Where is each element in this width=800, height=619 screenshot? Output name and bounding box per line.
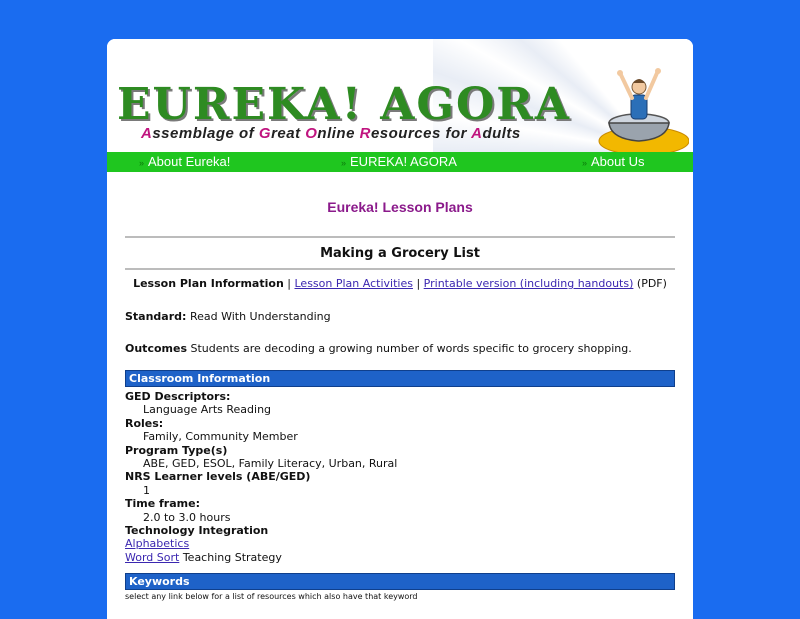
ged-descriptors-value: Language Arts Reading — [143, 403, 272, 417]
keywords-note: select any link below for a list of resources which also have that keyword — [125, 592, 418, 602]
technology-integration-label: Technology Integration — [125, 524, 269, 538]
standard-row — [125, 310, 675, 323]
subtitle-initial-a2: A — [471, 125, 483, 142]
nrs-levels-value: 1 — [143, 483, 150, 497]
subtitle-initial-r: R — [359, 125, 371, 142]
time-frame-value: 2.0 to 3.0 hours — [143, 510, 231, 524]
subtitle-initial-a: A — [141, 125, 153, 142]
site-banner — [107, 39, 693, 152]
lesson-title: Making a Grocery List — [320, 246, 480, 261]
nav-label: About Us — [591, 154, 645, 169]
outcomes-label: Outcomes — [125, 342, 187, 355]
nav-arrow-icon: » — [341, 158, 347, 168]
nav-about-us[interactable] — [582, 154, 645, 169]
subtitle-initial-g: G — [258, 125, 272, 142]
tab-lesson-plan-information: Lesson Plan Information — [133, 277, 284, 290]
alphabetics-link[interactable]: Alphabetics — [125, 537, 190, 551]
nav-eureka-agora[interactable] — [341, 154, 457, 169]
subtitle-initial-o: O — [305, 125, 318, 142]
standard-value: Read With Understanding — [189, 310, 331, 323]
divider — [125, 236, 675, 238]
outcomes-value: Students are decoding a growing number of words specific to grocery shopping. — [190, 342, 632, 355]
page-heading: Eureka! Lesson Plans — [327, 199, 473, 215]
nav-label: About Eureka! — [148, 154, 231, 169]
page-container — [107, 39, 693, 619]
pdf-note: (PDF) — [636, 277, 667, 290]
nav-arrow-icon: » — [139, 158, 145, 168]
subtitle-text: reat — [271, 125, 306, 142]
outcomes-row — [125, 342, 675, 355]
nav-label: EUREKA! AGORA — [350, 154, 457, 169]
tab-lesson-plan-activities[interactable]: Lesson Plan Activities — [294, 277, 413, 290]
keywords-header: Keywords — [125, 573, 675, 590]
nav-arrow-icon: » — [582, 158, 588, 168]
main-nav — [107, 152, 693, 172]
standard-label: Standard: — [125, 310, 187, 323]
tab-separator: | — [416, 277, 421, 290]
ged-descriptors-label: GED Descriptors: — [125, 390, 231, 403]
tab-printable-version[interactable]: Printable version (including handouts) — [423, 277, 634, 290]
lesson-tabs — [125, 277, 675, 290]
word-sort-link[interactable]: Word Sort — [125, 550, 180, 564]
mascot-bathtub-icon — [589, 53, 689, 152]
classroom-information-header: Classroom Information — [125, 370, 675, 387]
program-type-label: Program Type(s) — [125, 443, 228, 457]
classroom-information — [125, 390, 675, 564]
main-content — [107, 199, 693, 601]
roles-label: Roles: — [125, 416, 164, 430]
subtitle-text: ssemblage of — [152, 125, 259, 142]
program-type-value: ABE, GED, ESOL, Family Literacy, Urban, Rural — [143, 457, 398, 471]
time-frame-label: Time frame: — [125, 497, 200, 511]
teaching-strategy-text: Teaching Strategy — [182, 550, 282, 564]
tab-separator: | — [287, 277, 291, 290]
nav-about-eureka[interactable] — [139, 154, 230, 169]
nrs-levels-label: NRS Learner levels (ABE/GED) — [125, 470, 311, 484]
subtitle-text: esources for — [370, 125, 472, 142]
divider — [125, 268, 675, 270]
subtitle-text: nline — [317, 125, 360, 142]
site-logo-title[interactable]: EUREKA! AGORA — [117, 79, 571, 130]
roles-value: Family, Community Member — [143, 430, 298, 444]
site-logo-subtitle — [141, 125, 521, 142]
subtitle-text: dults — [482, 125, 521, 142]
